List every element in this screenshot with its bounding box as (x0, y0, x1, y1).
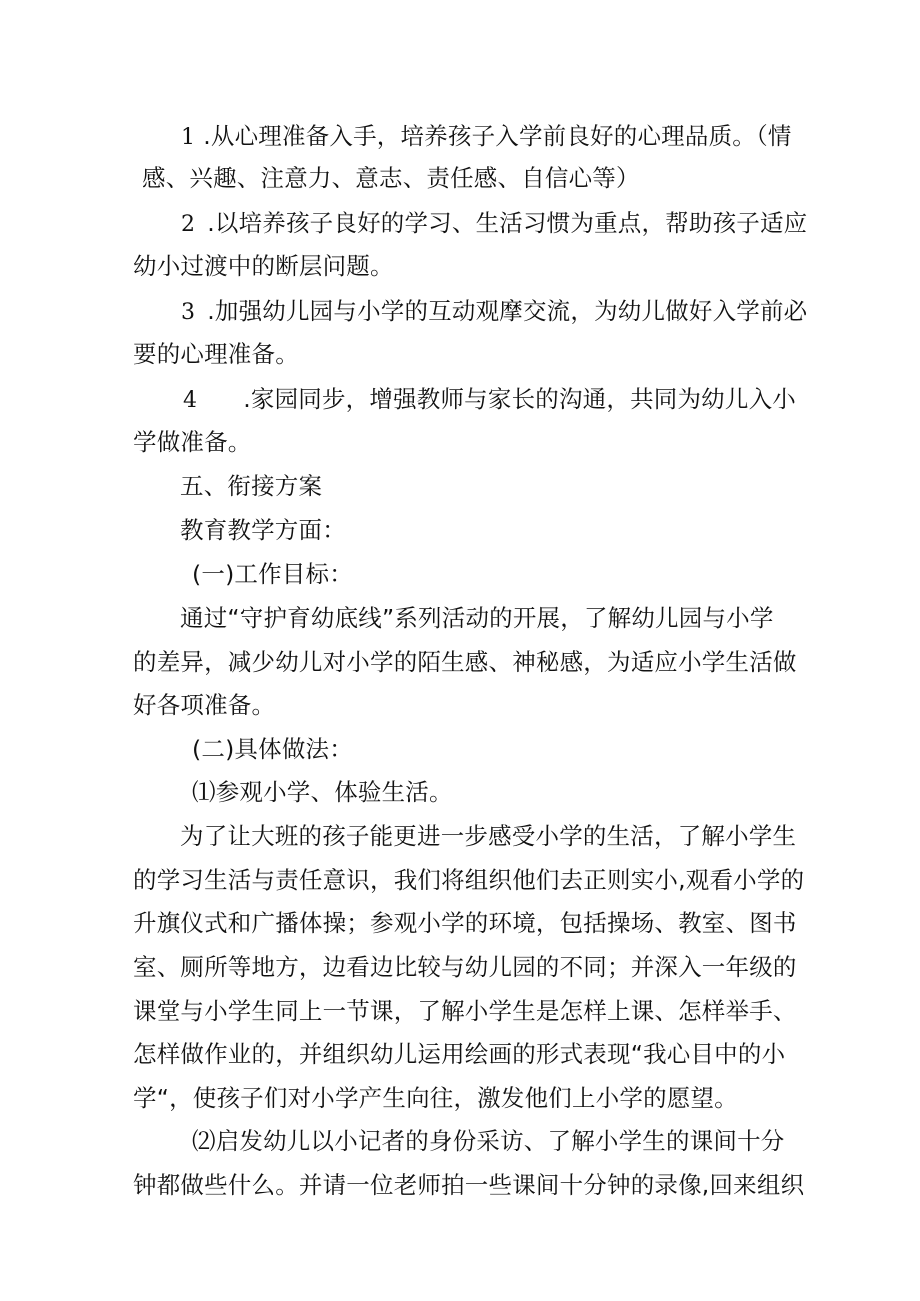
list-item-1-line-2: 感、兴趣、注意力、意志、责任感、自信心等） (142, 164, 640, 192)
goal-paragraph-line-2: 的差异，减少幼儿对小学的陌生感、神秘感，为适应小学生活做 (133, 648, 797, 676)
list-item-4-number: 4 (183, 388, 198, 413)
section-heading: 五、衔接方案 (180, 472, 323, 500)
list-item-2-number: 2 (181, 212, 196, 237)
list-item-3-number: 3 (181, 300, 196, 325)
list-item-1-line-1 (181, 121, 792, 153)
method-1-paragraph-line-2: 的学习生活与责任意识，我们将组织他们去正则实小,观看小学的 (133, 866, 805, 894)
method-1-heading: ⑴参观小学、体验生活。 (192, 778, 453, 806)
list-item-2-line-2: 幼小过渡中的断层问题。 (133, 252, 394, 280)
list-item-4-text: .家园同步，增强教师与家长的沟通，共同为幼儿入小 (243, 385, 796, 413)
list-item-1-number: 1 (181, 125, 196, 150)
list-item-3-text: .加强幼儿园与小学的互动观摩交流，为幼儿做好入学前必 (207, 297, 808, 325)
method-1-paragraph-line-7: 学“，使孩子们对小学产生向往，激发他们上小学的愿望。 (133, 1084, 738, 1112)
method-1-paragraph-line-4: 室、厕所等地方，边看边比较与幼儿园的不同；并深入一年级的 (133, 953, 797, 981)
goal-paragraph-line-3: 好各项准备。 (133, 691, 276, 719)
method-1-paragraph-line-6: 怎样做作业的，并组织幼儿运用绘画的形式表现“我心目中的小 (133, 1040, 786, 1068)
method-1-paragraph-line-5: 课堂与小学生同上一节课，了解小学生是怎样上课、怎样举手、 (133, 997, 797, 1025)
method-1-paragraph-line-3: 升旗仪式和广播体操；参观小学的环境，包括操场、教室、图书 (133, 909, 797, 937)
list-item-2-text: .以培养孩子良好的学习、生活习惯为重点，帮助孩子适应 (207, 209, 808, 237)
list-item-1-text: .从心理准备入手，培养孩子入学前良好的心理品质。（情 (203, 122, 792, 150)
list-item-3-line-1 (181, 296, 807, 328)
goal-heading: (一)工作目标： (192, 560, 353, 588)
subheading-education: 教育教学方面： (180, 516, 346, 544)
list-item-4-line-2: 学做准备。 (133, 428, 252, 456)
method-heading: (二)具体做法： (192, 735, 353, 763)
method-2-paragraph-line-2: 钟都做些什么。并请一位老师拍一些课间十分钟的录像,回来组织 (133, 1171, 805, 1199)
method-1-paragraph-line-1: 为了让大班的孩子能更进一步感受小学的生活，了解小学生 (180, 822, 797, 850)
list-item-4-line-1 (183, 384, 796, 416)
list-item-3-line-2: 要的心理准备。 (133, 340, 299, 368)
method-2-paragraph-line-1: ⑵启发幼儿以小记者的身份采访、了解小学生的课间十分 (192, 1127, 785, 1155)
list-item-2-line-1 (181, 208, 807, 240)
goal-paragraph-line-1: 通过“守护育幼底线”系列活动的开展，了解幼儿园与小学 (180, 604, 774, 632)
